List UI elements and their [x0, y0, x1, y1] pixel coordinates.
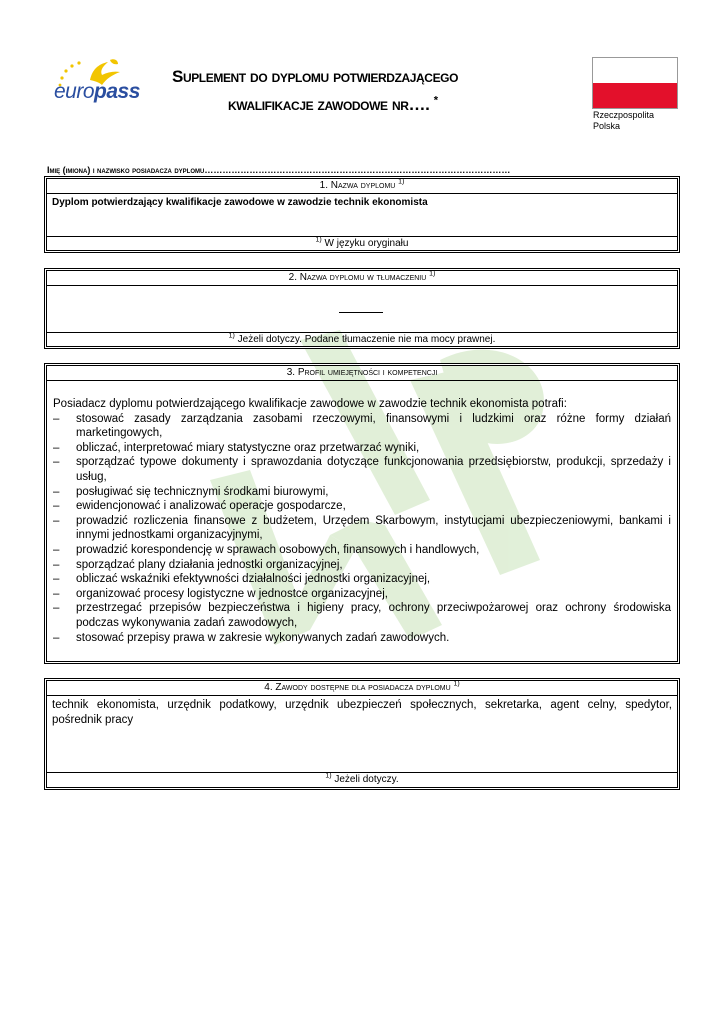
section4-heading	[47, 681, 677, 696]
section4-value: technik ekonomista, urzędnik podatkowy, urzędnik ubezpieczeń społecznych, sekretarka, agent celny, spedytor, pośrednik pracy	[52, 699, 672, 726]
section1-footnote-sup: 1)	[315, 236, 322, 244]
section3-heading: 3. Profil umiejętności i kompetencji	[47, 366, 677, 381]
section1-footnote-text: W języku oryginału	[321, 238, 409, 249]
section2-blank-line	[339, 312, 383, 313]
list-item: – prowadzić korespondencję w sprawach osobowych, finansowych i handlowych,	[53, 543, 671, 558]
section1-heading-sup: 1)	[398, 178, 405, 186]
section4-footnote-text: Jeżeli dotyczy.	[331, 774, 399, 785]
list-item: – stosować zasady zarządzania zasobami rzeczowymi, finansowymi i ludzkimi oraz różne formy działań marketingowych,	[53, 412, 671, 441]
section2-footnote-sup: 1)	[228, 332, 235, 340]
country-line-1: Rzeczpospolita	[593, 110, 655, 120]
section2-heading	[47, 271, 677, 286]
section2-footnote-text: Jeżeli dotyczy. Podane tłumaczenie nie ma mocy prawnej.	[234, 334, 496, 345]
section-skills-profile	[46, 365, 678, 662]
country-line-2: Polska	[593, 121, 621, 131]
list-item: – obliczać, interpretować miary statystyczne oraz przetwarzać wyniki,	[53, 441, 671, 456]
holder-name-label: Imię (imiona) i nazwisko posiadacza dyplomu…………………………………………………………………………………………	[47, 165, 511, 175]
list-item: – prowadzić rozliczenia finansowe z budżetem, Urzędem Skarbowym, instytucjami ubezpieczeniowymi, bankami i innymi jednostkami organizacyjnymi,	[53, 514, 671, 543]
list-item: – obliczać wskaźniki efektywności działalności jednostki organizacyjnej,	[53, 572, 671, 587]
list-item: – sporządzać typowe dokumenty i sprawozdania dotyczące funkcjonowania przedsiębiorstw, produkcji, sprzedaży i usług,	[53, 455, 671, 484]
title-line-2	[172, 91, 582, 119]
section2-value	[47, 286, 677, 332]
section1-value: Dyplom potwierdzający kwalifikacje zawodowe w zawodzie technik ekonomista	[52, 197, 428, 208]
list-item: – sporządzać plany działania jednostki organizacyjnej,	[53, 558, 671, 573]
title-star: *	[433, 94, 438, 107]
section1-footnote	[47, 236, 677, 250]
section4-heading-text: 4. Zawody dostępne dla posiadacza dyplomu	[264, 682, 451, 693]
document-title	[172, 63, 582, 119]
europass-logo	[52, 58, 147, 110]
list-item: – przestrzegać przepisów bezpieczeństwa i higieny pracy, ochrony przeciwpożarowej oraz ochrony środowiska podczas wykonywania zadań zawodowych,	[53, 601, 671, 630]
title-line-1: Suplement do dyplomu potwierdzającego	[172, 67, 459, 86]
section4-footnote	[47, 772, 677, 786]
skills-intro: Posiadacz dyplomu potwierdzającego kwalifikacje zawodowe w zawodzie technik ekonomista potrafi:	[53, 398, 567, 410]
list-item: – ewidencjonować i analizować operacje gospodarcze,	[53, 499, 671, 514]
list-item: – stosować przepisy prawa w zakresie wykonywanych zadań zawodowych.	[53, 631, 671, 646]
section3-body	[47, 381, 677, 645]
section-available-occupations	[46, 680, 678, 788]
section1-heading	[47, 179, 677, 194]
list-item: – posługiwać się technicznymi środkami biurowymi,	[53, 485, 671, 500]
section4-footnote-sup: 1)	[325, 772, 332, 780]
title-line-2-text: kwalifikacje zawodowe nr….	[228, 95, 430, 114]
logo-text-pass: pass	[94, 80, 140, 103]
section-diploma-name	[46, 178, 678, 251]
section2-heading-sup: 1)	[429, 270, 436, 278]
logo-text-euro: euro	[54, 80, 95, 103]
country-name	[593, 110, 654, 132]
section2-heading-text: 2. Nazwa dyplomu w tłumaczeniu	[288, 272, 427, 283]
section-diploma-translation	[46, 270, 678, 347]
flag-red-stripe	[593, 83, 677, 108]
section2-footnote	[47, 332, 677, 346]
flag-white-stripe	[593, 58, 677, 83]
section4-heading-sup: 1)	[453, 680, 460, 688]
skills-list	[53, 412, 671, 646]
list-item: – organizować procesy logistyczne w jednostce organizacyjnej,	[53, 587, 671, 602]
polish-flag	[592, 57, 678, 109]
section1-heading-text: 1. Nazwa dyplomu	[319, 180, 396, 191]
